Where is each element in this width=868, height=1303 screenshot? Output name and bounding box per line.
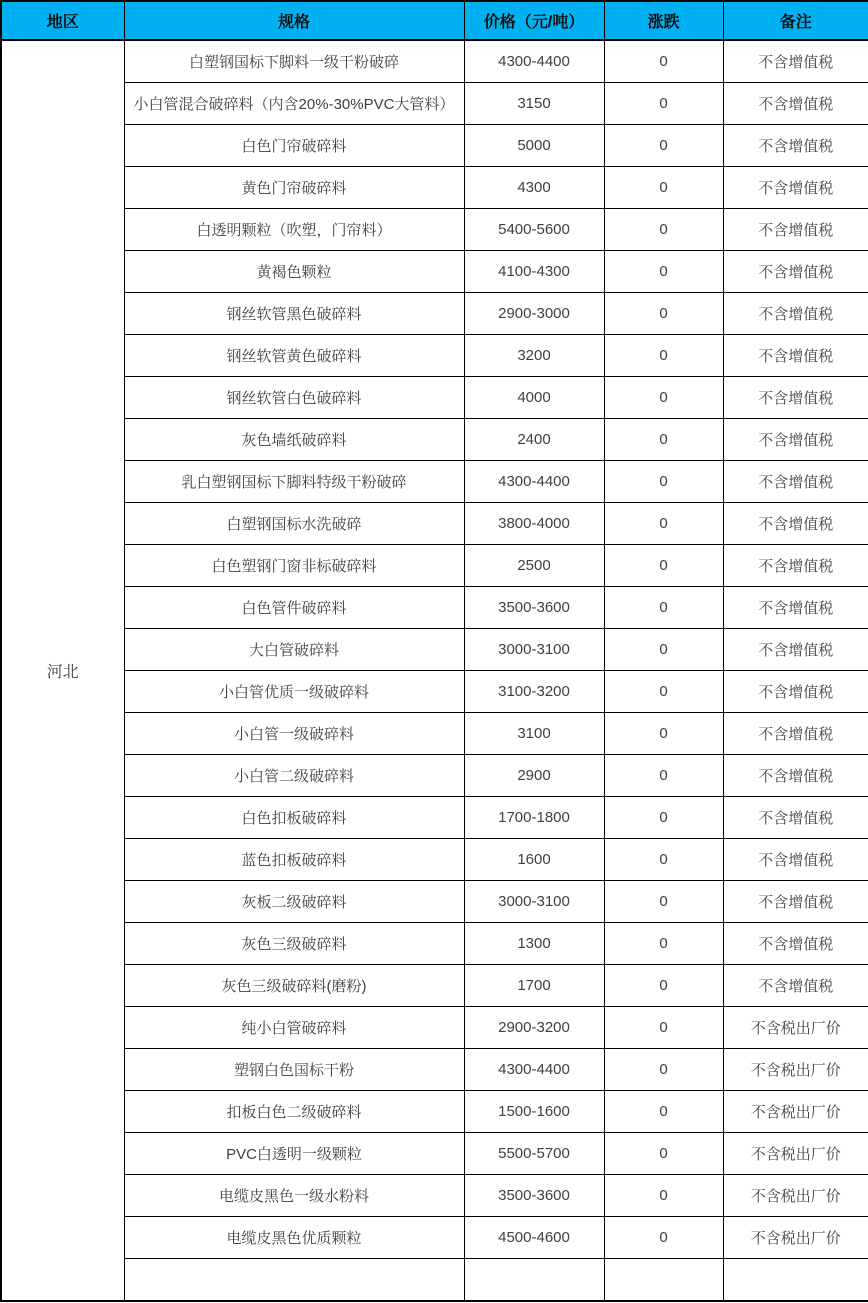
change-cell: 0 bbox=[604, 923, 723, 965]
price-cell: 3150 bbox=[464, 83, 604, 125]
spec-cell: 钢丝软管黄色破碎料 bbox=[124, 335, 464, 377]
price-cell: 4000 bbox=[464, 377, 604, 419]
region-cell: 河北 bbox=[1, 40, 124, 1301]
table-row bbox=[1, 1007, 868, 1049]
price-cell: 4100-4300 bbox=[464, 251, 604, 293]
table-row bbox=[1, 1091, 868, 1133]
table-row bbox=[1, 293, 868, 335]
change-cell: 0 bbox=[604, 461, 723, 503]
price-cell: 3200 bbox=[464, 335, 604, 377]
note-cell: 不含增值税 bbox=[723, 587, 868, 629]
change-cell: 0 bbox=[604, 167, 723, 209]
table-row bbox=[1, 125, 868, 167]
change-cell: 0 bbox=[604, 1175, 723, 1217]
change-cell: 0 bbox=[604, 503, 723, 545]
change-cell: 0 bbox=[604, 209, 723, 251]
note-cell: 不含增值税 bbox=[723, 377, 868, 419]
price-cell: 2400 bbox=[464, 419, 604, 461]
note-cell: 不含增值税 bbox=[723, 335, 868, 377]
change-cell: 0 bbox=[604, 1049, 723, 1091]
price-cell: 5000 bbox=[464, 125, 604, 167]
spec-cell: 白塑钢国标下脚料一级干粉破碎 bbox=[124, 40, 464, 83]
price-cell: 2900-3200 bbox=[464, 1007, 604, 1049]
note-cell: 不含增值税 bbox=[723, 923, 868, 965]
note-cell bbox=[723, 1259, 868, 1302]
price-cell: 4300-4400 bbox=[464, 1049, 604, 1091]
price-cell: 5500-5700 bbox=[464, 1133, 604, 1175]
table-row bbox=[1, 377, 868, 419]
table-row bbox=[1, 755, 868, 797]
header-note: 备注 bbox=[723, 1, 868, 40]
change-cell: 0 bbox=[604, 251, 723, 293]
header-region: 地区 bbox=[1, 1, 124, 40]
note-cell: 不含增值税 bbox=[723, 881, 868, 923]
table-row bbox=[1, 167, 868, 209]
table-row bbox=[1, 251, 868, 293]
change-cell: 0 bbox=[604, 839, 723, 881]
note-cell: 不含税出厂价 bbox=[723, 1049, 868, 1091]
table-row bbox=[1, 209, 868, 251]
price-cell: 3100-3200 bbox=[464, 671, 604, 713]
spec-cell: 小白管优质一级破碎料 bbox=[124, 671, 464, 713]
table-row bbox=[1, 545, 868, 587]
note-cell: 不含税出厂价 bbox=[723, 1175, 868, 1217]
note-cell: 不含税出厂价 bbox=[723, 1007, 868, 1049]
note-cell: 不含增值税 bbox=[723, 755, 868, 797]
spec-cell: 蓝色扣板破碎料 bbox=[124, 839, 464, 881]
spec-cell: 白透明颗粒（吹塑，门帘料） bbox=[124, 209, 464, 251]
spec-cell: 白色门帘破碎料 bbox=[124, 125, 464, 167]
header-row bbox=[1, 1, 868, 40]
price-cell: 1500-1600 bbox=[464, 1091, 604, 1133]
change-cell: 0 bbox=[604, 377, 723, 419]
spec-cell: 灰色墙纸破碎料 bbox=[124, 419, 464, 461]
note-cell: 不含增值税 bbox=[723, 503, 868, 545]
table-body bbox=[1, 40, 868, 1301]
note-cell: 不含增值税 bbox=[723, 461, 868, 503]
price-cell: 4300-4400 bbox=[464, 40, 604, 83]
price-cell: 3000-3100 bbox=[464, 881, 604, 923]
change-cell: 0 bbox=[604, 1217, 723, 1259]
note-cell: 不含增值税 bbox=[723, 251, 868, 293]
table-row bbox=[1, 1217, 868, 1259]
spec-cell: 白色管件破碎料 bbox=[124, 587, 464, 629]
table-row bbox=[1, 839, 868, 881]
price-cell: 3500-3600 bbox=[464, 587, 604, 629]
header-spec: 规格 bbox=[124, 1, 464, 40]
header-price: 价格（元/吨） bbox=[464, 1, 604, 40]
spec-cell: 电缆皮黑色一级水粉料 bbox=[124, 1175, 464, 1217]
price-cell bbox=[464, 1259, 604, 1302]
change-cell: 0 bbox=[604, 671, 723, 713]
spec-cell: 小白管混合破碎料（内含20%-30%PVC大管料） bbox=[124, 83, 464, 125]
spec-cell: 钢丝软管白色破碎料 bbox=[124, 377, 464, 419]
spec-cell: 黄色门帘破碎料 bbox=[124, 167, 464, 209]
spec-cell: 灰色三级破碎料 bbox=[124, 923, 464, 965]
change-cell: 0 bbox=[604, 125, 723, 167]
note-cell: 不含增值税 bbox=[723, 629, 868, 671]
table-row bbox=[1, 40, 868, 83]
table-row bbox=[1, 713, 868, 755]
table-row bbox=[1, 587, 868, 629]
note-cell: 不含增值税 bbox=[723, 545, 868, 587]
price-cell: 2900 bbox=[464, 755, 604, 797]
change-cell: 0 bbox=[604, 587, 723, 629]
spec-cell: 大白管破碎料 bbox=[124, 629, 464, 671]
note-cell: 不含增值税 bbox=[723, 671, 868, 713]
note-cell: 不含增值税 bbox=[723, 419, 868, 461]
note-cell: 不含增值税 bbox=[723, 167, 868, 209]
spec-cell: 塑钢白色国标干粉 bbox=[124, 1049, 464, 1091]
change-cell: 0 bbox=[604, 755, 723, 797]
note-cell: 不含增值税 bbox=[723, 125, 868, 167]
spec-cell: 小白管一级破碎料 bbox=[124, 713, 464, 755]
table-row bbox=[1, 1175, 868, 1217]
change-cell: 0 bbox=[604, 713, 723, 755]
price-cell: 3800-4000 bbox=[464, 503, 604, 545]
price-cell: 1300 bbox=[464, 923, 604, 965]
note-cell: 不含增值税 bbox=[723, 209, 868, 251]
price-cell: 2500 bbox=[464, 545, 604, 587]
change-cell: 0 bbox=[604, 419, 723, 461]
spec-cell: 白色塑钢门窗非标破碎料 bbox=[124, 545, 464, 587]
table-header bbox=[1, 1, 868, 40]
spec-cell: 黄褐色颗粒 bbox=[124, 251, 464, 293]
table-row bbox=[1, 419, 868, 461]
table-row bbox=[1, 1259, 868, 1302]
note-cell: 不含税出厂价 bbox=[723, 1217, 868, 1259]
change-cell: 0 bbox=[604, 881, 723, 923]
note-cell: 不含税出厂价 bbox=[723, 1133, 868, 1175]
change-cell: 0 bbox=[604, 293, 723, 335]
change-cell bbox=[604, 1259, 723, 1302]
change-cell: 0 bbox=[604, 797, 723, 839]
table-row bbox=[1, 881, 868, 923]
note-cell: 不含增值税 bbox=[723, 965, 868, 1007]
spec-cell: 灰板二级破碎料 bbox=[124, 881, 464, 923]
change-cell: 0 bbox=[604, 40, 723, 83]
table-row bbox=[1, 965, 868, 1007]
table-row bbox=[1, 1049, 868, 1091]
spec-cell: 纯小白管破碎料 bbox=[124, 1007, 464, 1049]
table-row bbox=[1, 797, 868, 839]
note-cell: 不含增值税 bbox=[723, 40, 868, 83]
table-row bbox=[1, 671, 868, 713]
change-cell: 0 bbox=[604, 965, 723, 1007]
table-row bbox=[1, 1133, 868, 1175]
table-row bbox=[1, 83, 868, 125]
change-cell: 0 bbox=[604, 1133, 723, 1175]
spec-cell: PVC白透明一级颗粒 bbox=[124, 1133, 464, 1175]
price-cell: 1700 bbox=[464, 965, 604, 1007]
price-cell: 4300-4400 bbox=[464, 461, 604, 503]
table-row bbox=[1, 461, 868, 503]
change-cell: 0 bbox=[604, 1007, 723, 1049]
table-row bbox=[1, 629, 868, 671]
change-cell: 0 bbox=[604, 629, 723, 671]
note-cell: 不含增值税 bbox=[723, 797, 868, 839]
spec-cell: 电缆皮黑色优质颗粒 bbox=[124, 1217, 464, 1259]
price-cell: 4500-4600 bbox=[464, 1217, 604, 1259]
change-cell: 0 bbox=[604, 335, 723, 377]
note-cell: 不含增值税 bbox=[723, 83, 868, 125]
spec-cell: 白色扣板破碎料 bbox=[124, 797, 464, 839]
note-cell: 不含增值税 bbox=[723, 293, 868, 335]
price-cell: 1600 bbox=[464, 839, 604, 881]
note-cell: 不含增值税 bbox=[723, 839, 868, 881]
price-cell: 3500-3600 bbox=[464, 1175, 604, 1217]
spec-cell: 钢丝软管黑色破碎料 bbox=[124, 293, 464, 335]
spec-cell: 小白管二级破碎料 bbox=[124, 755, 464, 797]
change-cell: 0 bbox=[604, 1091, 723, 1133]
spec-cell bbox=[124, 1259, 464, 1302]
table-row bbox=[1, 503, 868, 545]
change-cell: 0 bbox=[604, 545, 723, 587]
spec-cell: 灰色三级破碎料(磨粉) bbox=[124, 965, 464, 1007]
price-cell: 3000-3100 bbox=[464, 629, 604, 671]
table-row bbox=[1, 923, 868, 965]
price-cell: 5400-5600 bbox=[464, 209, 604, 251]
change-cell: 0 bbox=[604, 83, 723, 125]
header-change: 涨跌 bbox=[604, 1, 723, 40]
note-cell: 不含税出厂价 bbox=[723, 1091, 868, 1133]
spec-cell: 乳白塑钢国标下脚料特级干粉破碎 bbox=[124, 461, 464, 503]
note-cell: 不含增值税 bbox=[723, 713, 868, 755]
price-cell: 3100 bbox=[464, 713, 604, 755]
spec-cell: 白塑钢国标水洗破碎 bbox=[124, 503, 464, 545]
price-cell: 4300 bbox=[464, 167, 604, 209]
table-row bbox=[1, 335, 868, 377]
price-cell: 1700-1800 bbox=[464, 797, 604, 839]
price-cell: 2900-3000 bbox=[464, 293, 604, 335]
spec-cell: 扣板白色二级破碎料 bbox=[124, 1091, 464, 1133]
